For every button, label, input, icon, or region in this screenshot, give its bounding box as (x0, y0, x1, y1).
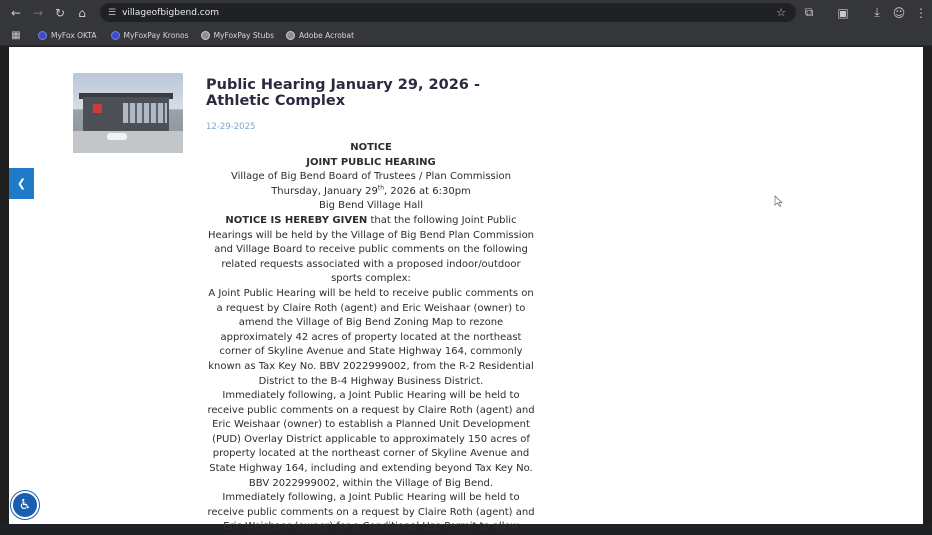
bookmark-myfoxpay-stubs[interactable] (201, 31, 274, 40)
hearing-heading: JOINT PUBLIC HEARING (306, 156, 436, 168)
reload-icon[interactable]: ↻ (54, 5, 66, 20)
rezone-paragraph: A Joint Public Hearing will be held to receive public comments on a request by Claire Roth (agent) and Eric Weishaar (owner) to amend the Village of Big Bend Zoning Map to rezone approximately 42 acres of property located at the northeast corner of Skyline Avenue and State Highway 164, commonly known as Tax Key No. BBV 2022999002, from the R-2 Residential District to the B-4 Highway Business District. (208, 287, 534, 387)
location-line: Big Bend Village Hall (318, 200, 423, 212)
globe-icon (286, 31, 295, 40)
puzzle-icon[interactable]: ⧉ (804, 5, 814, 19)
share-icon[interactable]: ❮ (9, 168, 34, 199)
kebab-menu-icon[interactable]: ⋮ (915, 5, 927, 20)
building-windows (123, 103, 167, 123)
bookmark-label: MyFoxPay Kronos (123, 30, 189, 40)
notice-label: NOTICE (350, 142, 392, 153)
article-body (206, 141, 536, 535)
article-title: Public Hearing January 29, 2026 - Athletic Complex (206, 77, 480, 109)
bookmark-label: Adobe Acrobat (299, 30, 355, 40)
home-icon[interactable]: ⌂ (78, 5, 86, 20)
pud-paragraph: Immediately following, a Joint Public Hearing will be held to receive public comments on a request by Claire Roth (agent) and Eric Weishaar (owner) to establish a Planned Unit Development (PUD) Overlay District applicable to approximately 150 acres of property located at the northeast corner of Skyline Avenue and State Highway 164, including and extending beyond Tax Key No. BBV 2022999002, within the Village of Big Bend. (207, 390, 535, 489)
bookmarks-bar (0, 25, 932, 46)
date-line: Thursday, January 29th, 2026 at 6:30pm (271, 184, 471, 197)
apps-grid-icon[interactable]: ▦ (11, 29, 21, 41)
profile-icon[interactable]: ☺ (892, 5, 906, 20)
globe-icon (201, 31, 210, 40)
bookmark-myfoxpay-kronos[interactable] (111, 31, 189, 40)
media-icon[interactable]: ▣ (837, 5, 849, 20)
parking-lot (73, 131, 183, 153)
accessibility-icon[interactable]: ♿ (11, 491, 39, 519)
car (107, 133, 127, 140)
bookmark-adobe-acrobat[interactable] (286, 31, 354, 40)
bookmark-myfox-okta[interactable] (38, 31, 97, 40)
bookmark-label: MyFox OKTA (51, 30, 97, 40)
address-bar[interactable] (100, 3, 796, 22)
cup-paragraph: Immediately following, a Joint Public Hearing will be held to receive public comments on a request by Claire Roth (agent) and Eric Weishaar (owner) for a Conditional Use Permit to allow (207, 492, 535, 533)
browser-toolbar (0, 0, 932, 25)
mouse-cursor-icon (775, 196, 783, 207)
notice-paragraph: NOTICE IS HEREBY GIVEN that the following Joint Public Hearings will be held by the Village of Big Bend Plan Commission and Village Board to receive public comments on the following related requests associated with a proposed indoor/outdoor sports complex: (207, 214, 535, 285)
article-date: 12-29-2025 (206, 122, 256, 132)
scrollbar-track[interactable] (923, 47, 932, 524)
board-line: Village of Big Bend Board of Trustees / Plan Commission (231, 171, 511, 183)
article (206, 77, 536, 535)
download-icon[interactable]: ⤓ (874, 5, 880, 19)
forward-arrow-icon[interactable]: → (32, 5, 44, 20)
tune-icon[interactable]: ☰ (108, 7, 117, 18)
bookmark-favicon-icon (111, 31, 120, 40)
building-logo (93, 104, 102, 113)
window-left-edge (0, 47, 9, 524)
star-icon[interactable]: ☆ (776, 6, 786, 19)
web-page (9, 47, 923, 533)
back-arrow-icon[interactable]: ← (10, 5, 22, 20)
bookmark-favicon-icon (38, 31, 47, 40)
url-text[interactable]: villageofbigbend.com (122, 7, 220, 18)
article-thumbnail[interactable] (73, 73, 183, 153)
bookmark-label: MyFoxPay Stubs (213, 30, 275, 40)
